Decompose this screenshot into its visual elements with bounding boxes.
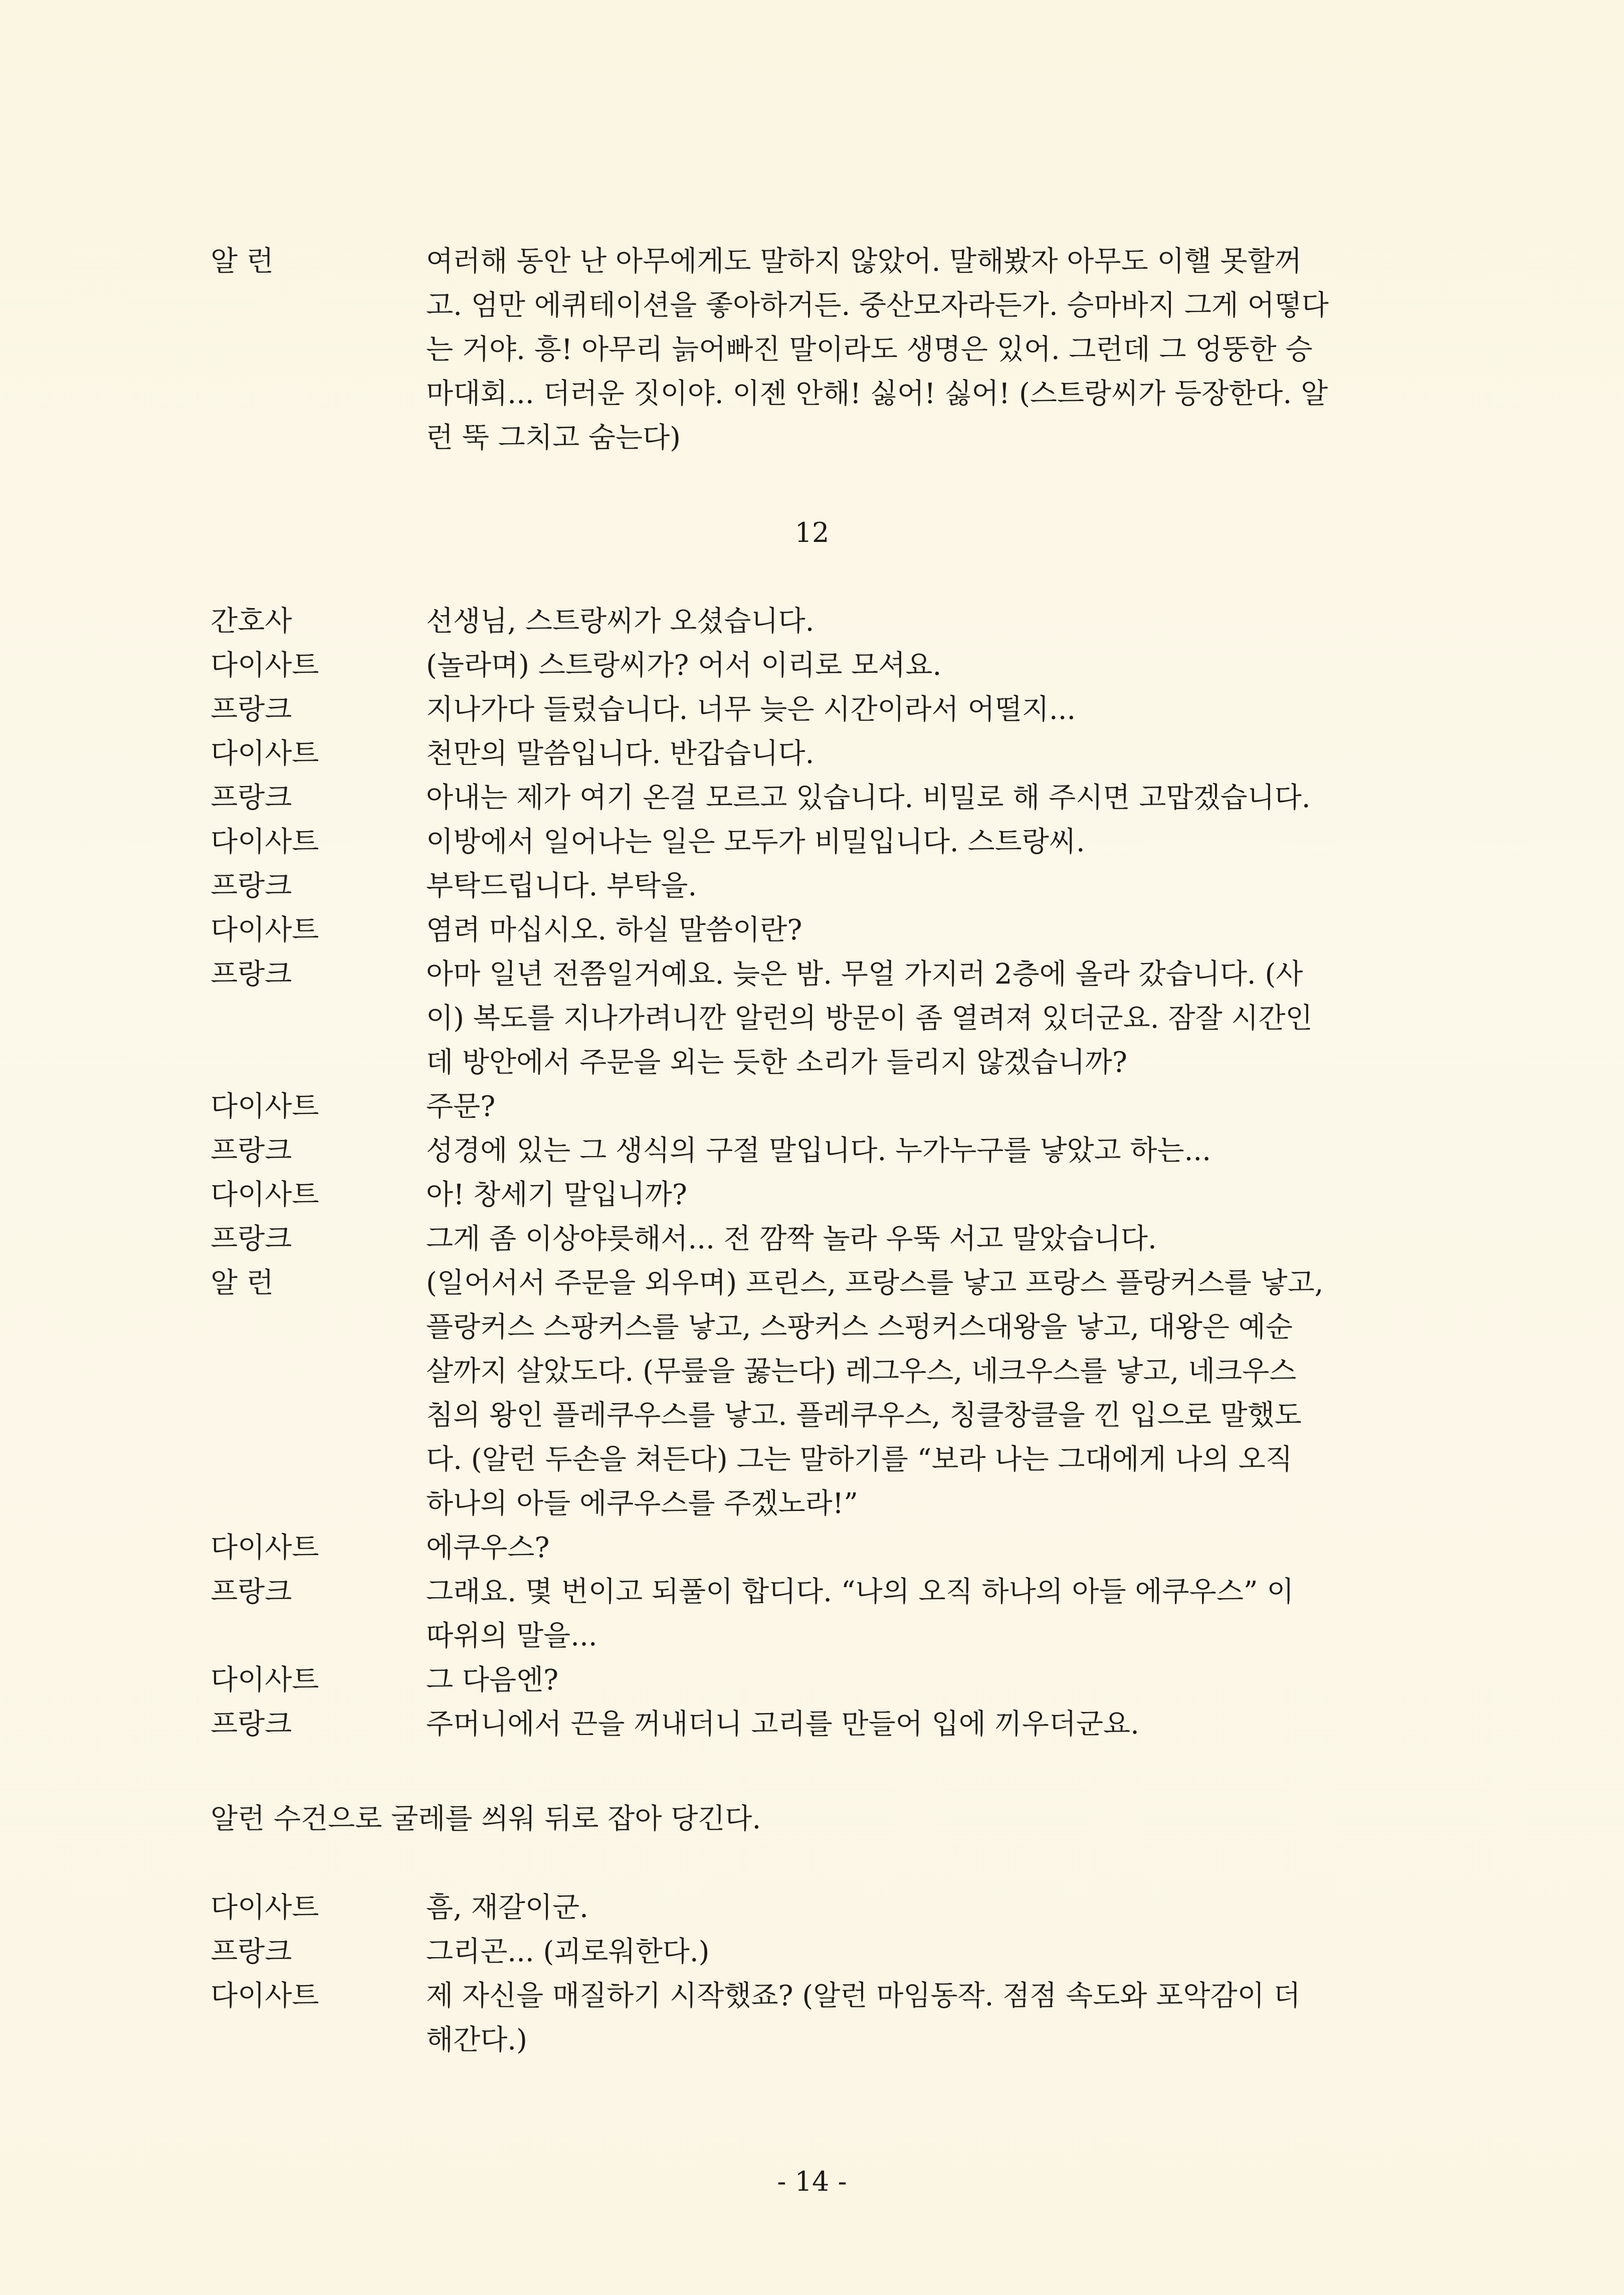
dialogue-line: 해간다.) <box>426 2024 527 2056</box>
dialogue-line: 흠, 재갈이군. <box>426 1891 588 1924</box>
dialogue-line: 다. (알런 두손을 쳐든다) 그는 말하기를 “보라 나는 그대에게 나의 오직 <box>426 1443 1293 1476</box>
speaker-name: 프랑크 <box>211 693 292 726</box>
dialogue-line: 제 자신을 매질하기 시작했죠? (알런 마임동작. 점점 속도와 포악감이 더 <box>426 1980 1301 2012</box>
speaker-name: 다이사트 <box>211 1980 319 2012</box>
speaker-name: 프랑크 <box>211 870 292 902</box>
speaker-name: 다이사트 <box>211 826 319 858</box>
dialogue-line: 플랑커스 스팡커스를 낳고, 스팡커스 스펑커스대왕을 낳고, 대왕은 예순 <box>426 1311 1293 1344</box>
dialogue-line: 천만의 말씀입니다. 반갑습니다. <box>426 737 815 770</box>
dialogue-line: 선생님, 스트랑씨가 오셨습니다. <box>426 605 815 638</box>
speaker-name: 알 런 <box>211 245 274 278</box>
dialogue-line: 따위의 말을... <box>426 1620 597 1652</box>
speaker-name: 간호사 <box>211 605 292 638</box>
speaker-name: 프랑크 <box>211 1223 292 1255</box>
dialogue-line: 그 다음엔? <box>426 1664 559 1696</box>
dialogue-line: 는 거야. 흥! 아무리 늙어빠진 말이라도 생명은 있어. 그런데 그 엉뚱한 승 <box>426 333 1313 366</box>
dialogue-line: 에쿠우스? <box>426 1532 550 1564</box>
dialogue-line: 여러해 동안 난 아무에게도 말하지 않았어. 말해봤자 아무도 이핼 못할꺼 <box>426 245 1302 278</box>
speaker-name: 다이사트 <box>211 914 319 946</box>
dialogue-line: 아내는 제가 여기 온걸 모르고 있습니다. 비밀로 해 주시면 고맙겠습니다. <box>426 782 1311 814</box>
dialogue-line: 주문? <box>426 1090 496 1123</box>
speaker-name: 프랑크 <box>211 958 292 991</box>
dialogue-line: 그래요. 몇 번이고 되풀이 합디다. “나의 오직 하나의 아들 에쿠우스” 이 <box>426 1576 1294 1608</box>
dialogue-line: 염려 마십시오. 하실 말씀이란? <box>426 914 802 946</box>
dialogue-line: 런 뚝 그치고 숨는다) <box>426 422 681 454</box>
dialogue-line: 마대회... 더러운 짓이야. 이젠 안해! 싫어! 싫어! (스트랑씨가 등장한다. 알 <box>426 377 1328 410</box>
dialogue-line: 이) 복도를 지나가려니깐 알런의 방문이 좀 열려져 있더군요. 잠잘 시간인 <box>426 1002 1313 1035</box>
dialogue-line: 주머니에서 끈을 꺼내더니 고리를 만들어 입에 끼우더군요. <box>426 1708 1139 1741</box>
dialogue-line: (놀라며) 스트랑씨가? 어서 이리로 모셔요. <box>426 649 942 682</box>
speaker-name: 프랑크 <box>211 1708 292 1741</box>
dialogue-line: 살까지 살았도다. (무릎을 꿇는다) 레그우스, 네크우스를 낳고, 네크우스 <box>426 1355 1297 1388</box>
speaker-name: 알 런 <box>211 1267 274 1299</box>
dialogue-line: 아! 창세기 말입니까? <box>426 1179 687 1211</box>
dialogue-line: 고. 엄만 에퀴테이션을 좋아하거든. 중산모자라든가. 승마바지 그게 어떻다 <box>426 289 1329 322</box>
stage-direction: 알런 수건으로 굴레를 씌워 뒤로 잡아 당긴다. <box>211 1803 761 1835</box>
speaker-name: 다이사트 <box>211 1179 319 1211</box>
page-number: - 14 - <box>777 2166 847 2197</box>
speaker-name: 다이사트 <box>211 1090 319 1123</box>
speaker-name: 프랑크 <box>211 1576 292 1608</box>
dialogue-line: 성경에 있는 그 생식의 구절 말입니다. 누가누구를 낳았고 하는... <box>426 1134 1211 1167</box>
dialogue-line: (일어서서 주문을 외우며) 프린스, 프랑스를 낳고 프랑스 플랑커스를 낳고, <box>426 1267 1324 1299</box>
dialogue-line: 아마 일년 전쯤일거예요. 늦은 밤. 무얼 가지러 2층에 올라 갔습니다. (사 <box>426 958 1303 991</box>
dialogue-line: 침의 왕인 플레쿠우스를 낳고. 플레쿠우스, 칭클창클을 낀 입으로 말했도 <box>426 1399 1302 1432</box>
dialogue-line: 하나의 아들 에쿠우스를 주겠노라!” <box>426 1487 858 1520</box>
speaker-name: 프랑크 <box>211 1936 292 1968</box>
speaker-name: 다이사트 <box>211 1532 319 1564</box>
speaker-name: 다이사트 <box>211 1664 319 1696</box>
dialogue-line: 지나가다 들렀습니다. 너무 늦은 시간이라서 어떨지... <box>426 693 1076 726</box>
dialogue-line: 부탁드립니다. 부탁을. <box>426 870 697 902</box>
speaker-name: 프랑크 <box>211 782 292 814</box>
dialogue-line: 이방에서 일어나는 일은 모두가 비밀입니다. 스트랑씨. <box>426 826 1085 858</box>
speaker-name: 프랑크 <box>211 1134 292 1167</box>
dialogue-line: 그리곤... (괴로워한다.) <box>426 1936 710 1968</box>
dialogue-line: 데 방안에서 주문을 외는 듯한 소리가 들리지 않겠습니까? <box>426 1046 1127 1079</box>
speaker-name: 다이사트 <box>211 737 319 770</box>
speaker-name: 다이사트 <box>211 1891 319 1924</box>
dialogue-line: 그게 좀 이상야릇해서... 전 깜짝 놀라 우뚝 서고 말았습니다. <box>426 1223 1157 1255</box>
scene-number: 12 <box>794 517 830 548</box>
speaker-name: 다이사트 <box>211 649 319 682</box>
